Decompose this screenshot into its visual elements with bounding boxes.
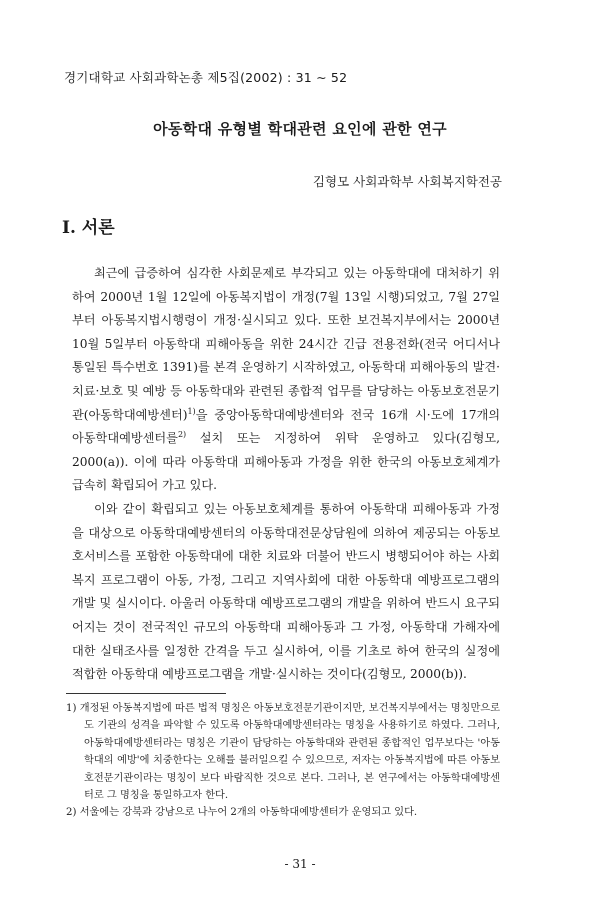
paragraph-2: 이와 같이 확립되고 있는 아동보호체계를 통하여 아동학대 피해아동과 가정을 대상으로 아동학대예방센터의 아동학대전문상담원에 의하여 제공되는 아동보호서비스를 포함한 아동학대에 대한 치료와 더불어 반드시 병행되어야 하는 사회복지 프로그램이 아동, 가정, 그리고 지역사회에 대한 아동학대 예방프로그램의 개발 및 실시이다. 아울러 아동학대 예방프로그램의 개발을 위하여 반드시 요구되어지는 것이 전국적인 규모의 아동학대 피해아동과 그 가정, 아동학대 가해자에 대한 실태조사를 일정한 간격을 두고 실시하여, 이를 기초로 하여 한국의 실정에 적합한 아동학대 예방프로그램을 개발·실시하는 것이다(김형모, 2000(b)). [72, 501, 500, 682]
footnote-ref-2: 2) [177, 430, 187, 440]
body-text [72, 262, 500, 687]
paragraph-1-part-a: 최근에 급증하여 심각한 사회문제로 부각되고 있는 아동학대에 대처하기 위하여 2000년 1월 12일에 아동복지법이 개정(7월 13일 시행)되었고, 7월 27일부터 아동복지법시행령이 개정·실시되고 있다. 또한 보건복지부에서는 2000년 10월 5일부터 아동학대 피해아동을 위한 24시간 긴급 전용전화(전국 어디서나 통일된 특수번호 1391)를 본격 운영하기 시작하였고, 아동학대 피해아동의 발견·치료·보호 및 예방 등 아동학대와 관련된 종합적 업무를 담당하는 아동보호전문기관(아동학대예방센터) [72, 266, 500, 422]
footnote-divider [66, 693, 226, 694]
footnote-1: 1) 개정된 아동복지법에 따른 법적 명칭은 아동보호전문기관이지만, 보건복지부에서는 명칭만으로도 기관의 성격을 파악할 수 있도록 아동학대예방센터라는 명칭을 사용하기로 하였다. 그러나, 아동학대예방센터라는 명칭은 기관이 담당하는 아동학대와 관련된 종합적인 업무보다는 '아동학대의 예방'에 치중한다는 오해를 불러일으킬 수 있으므로, 저자는 아동복지법에 따른 아동보호전문기관이라는 명칭이 보다 바람직한 것으로 본다. 그러나, 본 연구에서는 아동학대예방센터로 그 명칭을 통일하고자 한다. [66, 703, 500, 802]
page-number: - 31 - [284, 857, 316, 871]
paragraph-1-part-b: 을 중앙아동학대예방센터와 전국 16개 시·도에 17개의 아동학대예방센터를 [72, 407, 500, 446]
journal-header: 경기대학교 사회과학논총 제5집(2002) : 31 ∼ 52 [64, 70, 348, 85]
paragraph-1-part-c: 설치 또는 지정하여 위탁 운영하고 있다(김형모, 2000(a)). 이에 따라 아동학대 피해아동과 가정을 위한 한국의 아동보호체계가 급속히 확립되어 가고 있다. [72, 431, 500, 493]
section-heading: I. 서론 [62, 218, 115, 238]
author-affiliation: 김형모 사회과학부 사회복지학전공 [312, 174, 502, 189]
footnote-2: 2) 서울에는 강북과 강남으로 나누어 2개의 아동학대예방센터가 운영되고 있다. [66, 807, 418, 819]
paragraph-1 [72, 262, 500, 498]
paper-title: 아동학대 유형별 학대관련 요인에 관한 연구 [153, 120, 447, 138]
footnotes [66, 700, 500, 822]
footnote-ref-1: 1) [187, 406, 196, 416]
